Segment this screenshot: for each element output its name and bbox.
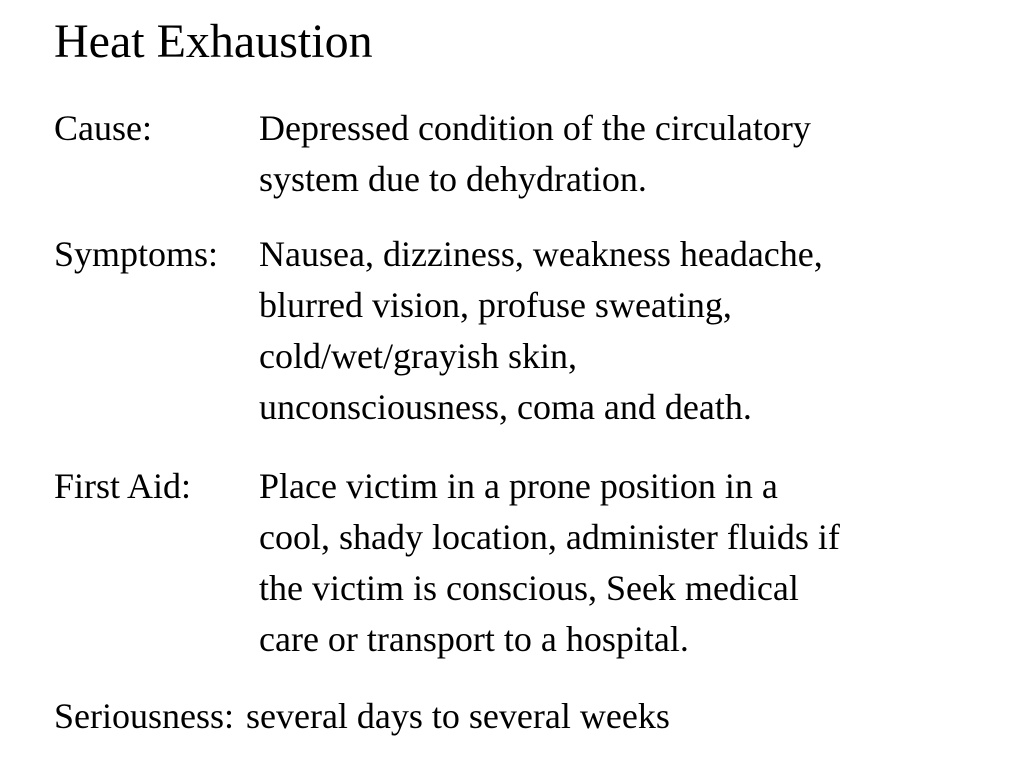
seriousness-value: several days to several weeks bbox=[246, 696, 670, 736]
slide-title: Heat Exhaustion bbox=[54, 15, 373, 68]
seriousness-label: Seriousness: bbox=[54, 696, 234, 736]
first-aid-label: First Aid: bbox=[54, 466, 192, 506]
first-aid-line: the victim is conscious, Seek medical bbox=[259, 568, 799, 608]
cause-description bbox=[259, 103, 979, 205]
cause-line: Depressed condition of the circulatory bbox=[259, 108, 811, 148]
symptoms-line: blurred vision, profuse sweating, bbox=[259, 285, 732, 325]
first-aid-line: Place victim in a prone position in a bbox=[259, 466, 778, 506]
first-aid-line: cool, shady location, administer fluids if bbox=[259, 517, 840, 557]
symptoms-line: cold/wet/grayish skin, bbox=[259, 336, 577, 376]
seriousness-section bbox=[54, 691, 670, 742]
first-aid-line: care or transport to a hospital. bbox=[259, 619, 689, 659]
symptoms-label: Symptoms: bbox=[54, 234, 219, 274]
symptoms-line: unconsciousness, coma and death. bbox=[259, 387, 752, 427]
cause-label: Cause: bbox=[54, 108, 152, 148]
symptoms-description bbox=[259, 229, 979, 433]
first-aid-description bbox=[259, 461, 979, 665]
cause-line: system due to dehydration. bbox=[259, 159, 647, 199]
symptoms-line: Nausea, dizziness, weakness headache, bbox=[259, 234, 823, 274]
